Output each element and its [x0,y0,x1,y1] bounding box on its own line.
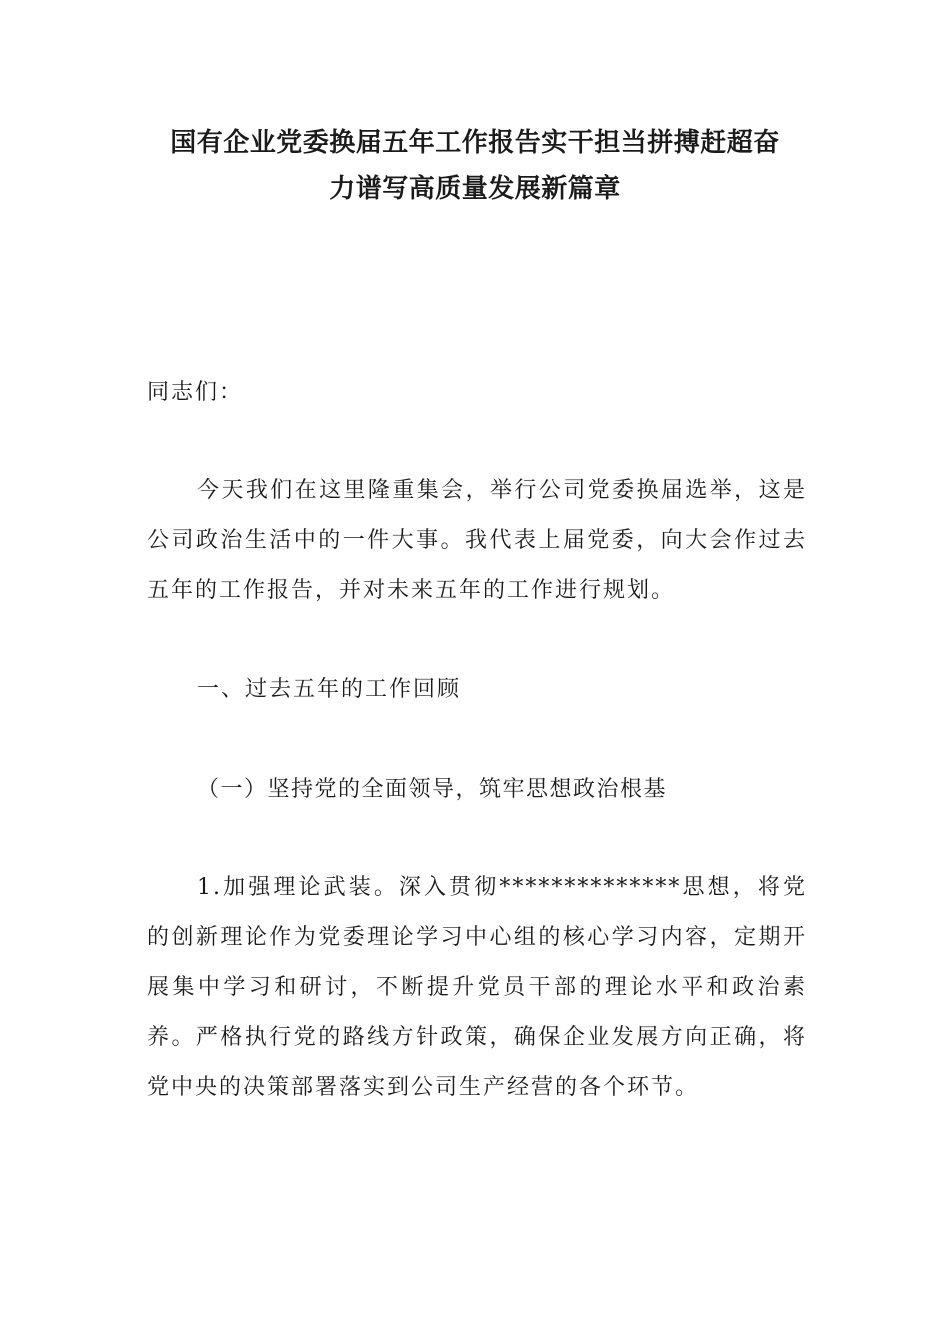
body-paragraph: 1.加强理论武装。深入贯彻**************思想，将党的创新理论作为党委理论学习中心组的核心学习内容，定期开展集中学习和研讨，不断提升党员干部的理论水平和政治素养。严格执行党的路线方针政策，确保企业发展方向正确，将党中央的决策部署落实到公司生产经营的各个环节。 [147,875,807,1100]
subsection-heading: （一）坚持党的全面领导，筑牢思想政治根基 [197,777,668,802]
section-heading: 一、过去五年的工作回顾 [197,677,462,702]
greeting: 同志们： [147,380,244,405]
title-line-2: 力谱写高质量发展新篇章 [329,174,621,204]
intro-paragraph: 今天我们在这里隆重集会，举行公司党委换届选举，这是公司政治生活中的一件大事。我代表上届党委，向大会作过去五年的工作报告，并对未来五年的工作进行规划。 [147,478,807,603]
document-title [140,120,810,212]
title-line-1: 国有企业党委换届五年工作报告实干担当拼搏赶超奋 [170,128,780,158]
